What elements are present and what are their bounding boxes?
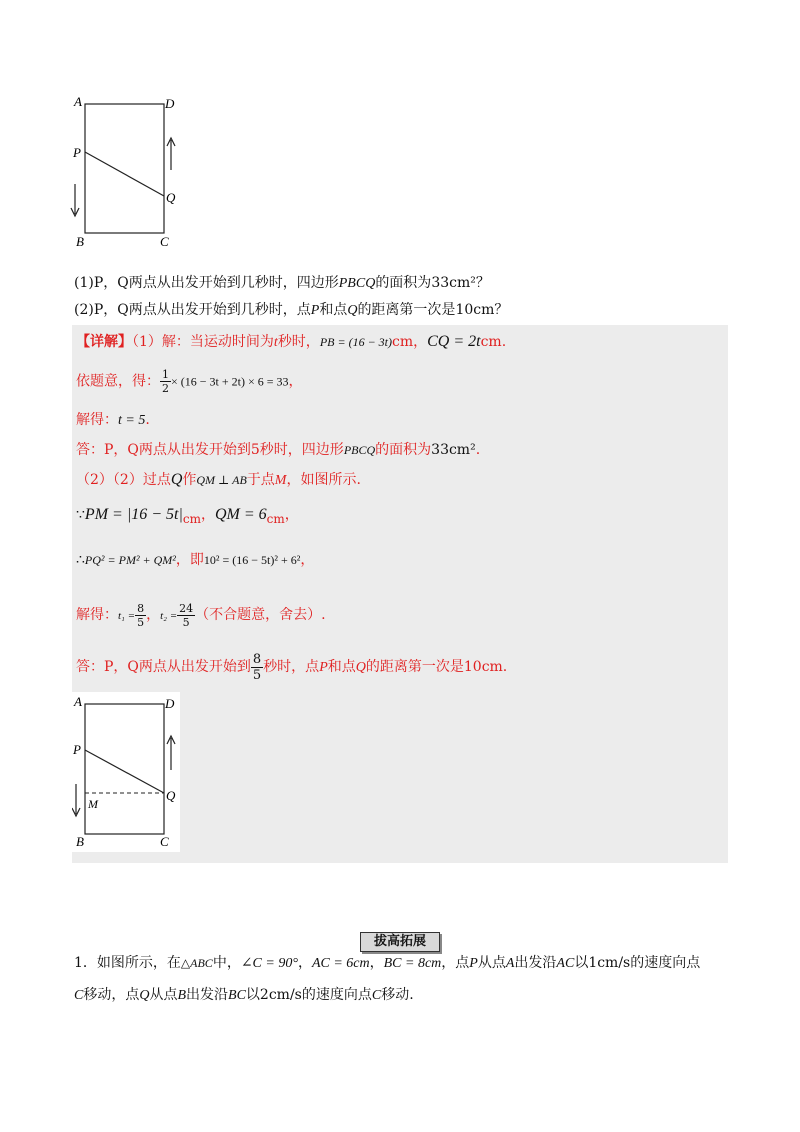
s9-frac-num: 8: [252, 651, 262, 667]
label2-d: D: [165, 696, 175, 711]
p1-text-e: 出发沿: [514, 955, 557, 971]
solution-line-3: [76, 410, 150, 431]
figure-rectangle-1-svg: [62, 92, 192, 252]
p1l2-c2: C: [371, 988, 382, 1003]
p1-sep2: ，: [369, 955, 384, 971]
q2-text-a: P，Q两点从出发开始到几秒时，点: [93, 302, 311, 318]
label2-c: C: [160, 834, 169, 849]
p1-text-a: 1．如图所示，在: [74, 955, 181, 971]
s1-pb: PB = (16 − 3t): [319, 335, 392, 349]
s9-fraction: [251, 652, 263, 683]
p1-bc: BC = 8cm: [383, 956, 442, 971]
question-1: [74, 273, 490, 294]
q2-text-b: 和点: [319, 302, 348, 318]
label-q: Q: [166, 190, 176, 205]
s2-frac-num: 1: [162, 368, 169, 381]
s8-t1-den: 5: [137, 615, 145, 629]
p1-text-f: 以: [574, 955, 589, 971]
s3-eq: t = 5: [118, 413, 146, 428]
s4-shape: PBCQ: [343, 443, 376, 457]
s1-text-b: 秒时，: [277, 334, 320, 350]
s4-text-a: 答：P，Q两点从出发开始到5秒时，四边形: [76, 442, 344, 458]
s5-eq: QM ⊥ AB: [196, 473, 247, 487]
label2-q: Q: [166, 788, 176, 803]
q2-q: Q: [347, 303, 358, 318]
s4-value: 33cm²: [431, 442, 476, 458]
label-c: C: [160, 234, 169, 249]
s8-sep: ，: [146, 607, 161, 623]
s9-text-b: 秒时，点: [263, 659, 320, 675]
s8-t1-fraction: [135, 602, 146, 629]
p1l2-c: C: [74, 988, 84, 1003]
figure-rectangle-2-svg: [72, 692, 180, 852]
label-a: A: [74, 94, 82, 109]
q2-value: 10cm: [455, 302, 495, 318]
q1-prefix: (1): [74, 275, 94, 291]
s7-end: ，: [300, 552, 315, 568]
s1-text-a: （1）解：当运动时间为: [132, 334, 274, 350]
p1l2-text-e: 的速度向点: [301, 987, 372, 1003]
p1l2-q: Q: [139, 988, 150, 1003]
s6-because: ∵: [76, 507, 85, 523]
s9-text-a: 答：P，Q两点从出发开始到: [76, 659, 251, 675]
p1-angle: ∠C = 90°: [240, 956, 298, 971]
solution-line-8: [76, 600, 326, 631]
p1l2-text-d: 以: [245, 987, 260, 1003]
p1l2-b: B: [177, 988, 187, 1003]
s2-fraction: [160, 368, 171, 395]
solution-line-9: [76, 650, 507, 685]
p1l2-speed2: 2cm/s: [259, 987, 302, 1003]
label2-b: B: [76, 834, 84, 849]
s9-q: Q: [355, 660, 366, 675]
label2-m: M: [88, 797, 98, 811]
p1-text-g: 的速度向点: [630, 955, 701, 971]
p1-a: A: [505, 956, 515, 971]
label2-a: A: [74, 694, 82, 709]
s1-unit2: cm.: [480, 334, 507, 350]
label-p: P: [73, 145, 81, 160]
s2-text: 依题意，得：: [76, 373, 160, 390]
s8-t2-den: 5: [182, 615, 190, 629]
solution-line-2: [76, 368, 303, 395]
solution-line-7: [76, 550, 314, 570]
q1-shape: PBCQ: [338, 276, 376, 291]
s8-note: （不合题意，舍去）.: [195, 607, 326, 623]
s6-qm: QM = 6: [214, 506, 267, 523]
p1-text-b: 中，: [212, 955, 241, 971]
q1-text-c: ？: [475, 275, 490, 291]
problem-1-line-1: [74, 953, 700, 974]
s7-eq2: 10² = (16 − 5t)² + 6²: [203, 553, 301, 567]
s7-therefore: ∴: [76, 552, 85, 568]
label2-p: P: [73, 742, 81, 757]
p1l2-text-c: 出发沿: [186, 987, 229, 1003]
solution-line-4: [76, 440, 480, 460]
p1-speed1: 1cm/s: [588, 955, 631, 971]
p1l2-text-f: 移动.: [381, 987, 414, 1003]
q1-text-b: 的面积为: [375, 275, 432, 291]
p1-ac: AC = 6cm: [311, 956, 370, 971]
p1l2-text-b: 从点: [149, 987, 178, 1003]
s7-text: ，即: [175, 552, 204, 568]
s8-text: 解得：: [76, 607, 118, 623]
s6-unit1: cm: [182, 512, 201, 526]
q2-text-d: ？: [494, 302, 509, 318]
s6-sep: ，: [200, 507, 215, 523]
s2-end: ，: [288, 373, 303, 390]
label-d: D: [165, 96, 175, 111]
label-b: B: [76, 234, 84, 249]
q2-p: P: [310, 303, 320, 318]
s8-t2-fraction: [177, 602, 195, 629]
s8-t2: t₂ =: [160, 610, 178, 622]
segment-pq: [85, 152, 164, 196]
s1-t: t: [273, 335, 278, 350]
s7-eq1: PQ² = PM² + QM²: [84, 553, 176, 567]
solution-line-1: [76, 332, 506, 353]
s5-q: Q: [170, 471, 183, 488]
p1l2-bc: BC: [228, 988, 246, 1003]
p1-text-c: ，点: [441, 955, 470, 971]
solution-line-6: [76, 505, 299, 529]
s4-end: .: [475, 442, 481, 458]
s2-eq: × (16 − 3t + 2t) × 6 = 33: [171, 374, 289, 389]
p1-ac2: AC: [556, 956, 575, 971]
s5-text-b: 作: [182, 472, 197, 488]
s9-text-c: 和点: [327, 659, 356, 675]
p1l2-text-a: 移动，点: [83, 987, 140, 1003]
segment-pq-2: [85, 750, 164, 793]
q2-text-c: 的距离第一次是: [357, 302, 456, 318]
s9-p: P: [319, 660, 328, 675]
s1-unit1: cm: [392, 334, 414, 350]
s8-t2-num: 24: [179, 601, 194, 615]
rectangle-abcd-2: [85, 704, 164, 834]
s8-t1: t₁ =: [118, 610, 136, 622]
p1-text-d: 从点: [477, 955, 506, 971]
s5-m: M: [274, 473, 287, 488]
s9-text-d: 的距离第一次是10cm.: [365, 659, 508, 675]
figure-rectangle-2: [72, 692, 180, 852]
q1-text-a: P，Q两点从出发开始到几秒时，四边形: [93, 275, 339, 291]
s6-unit2: cm: [266, 512, 285, 526]
figure-rectangle-1: [62, 92, 192, 252]
problem-1-line-2: [74, 985, 414, 1006]
q1-value: 33cm²: [431, 275, 476, 291]
s4-text-b: 的面积为: [375, 442, 432, 458]
s1-sep: ，: [413, 334, 428, 350]
detail-tag: 【详解】: [76, 334, 132, 350]
p1-p: P: [469, 956, 478, 971]
question-2: [74, 300, 508, 321]
s8-t1-num: 8: [137, 601, 145, 615]
p1-tri: △ABC: [180, 956, 213, 970]
s5-text-a: （2）（2）过点: [76, 472, 171, 488]
s6-pm: PM = |16 − 5t|: [84, 506, 183, 523]
s1-cq: CQ = 2t: [427, 333, 481, 350]
s3-text: 解得：: [76, 412, 118, 428]
s5-text-c: 于点: [246, 472, 275, 488]
s3-end: .: [145, 412, 150, 428]
section-heading: 拔高拓展: [360, 932, 440, 952]
q2-prefix: (2): [74, 302, 94, 318]
s5-text-d: ，如图所示.: [286, 472, 361, 488]
s2-frac-den: 2: [162, 382, 169, 395]
rectangle-abcd: [85, 104, 164, 233]
p1-sep1: ，: [297, 955, 312, 971]
solution-line-5: [76, 470, 361, 491]
s6-end: ，: [284, 507, 299, 523]
s9-frac-den: 5: [252, 667, 262, 683]
